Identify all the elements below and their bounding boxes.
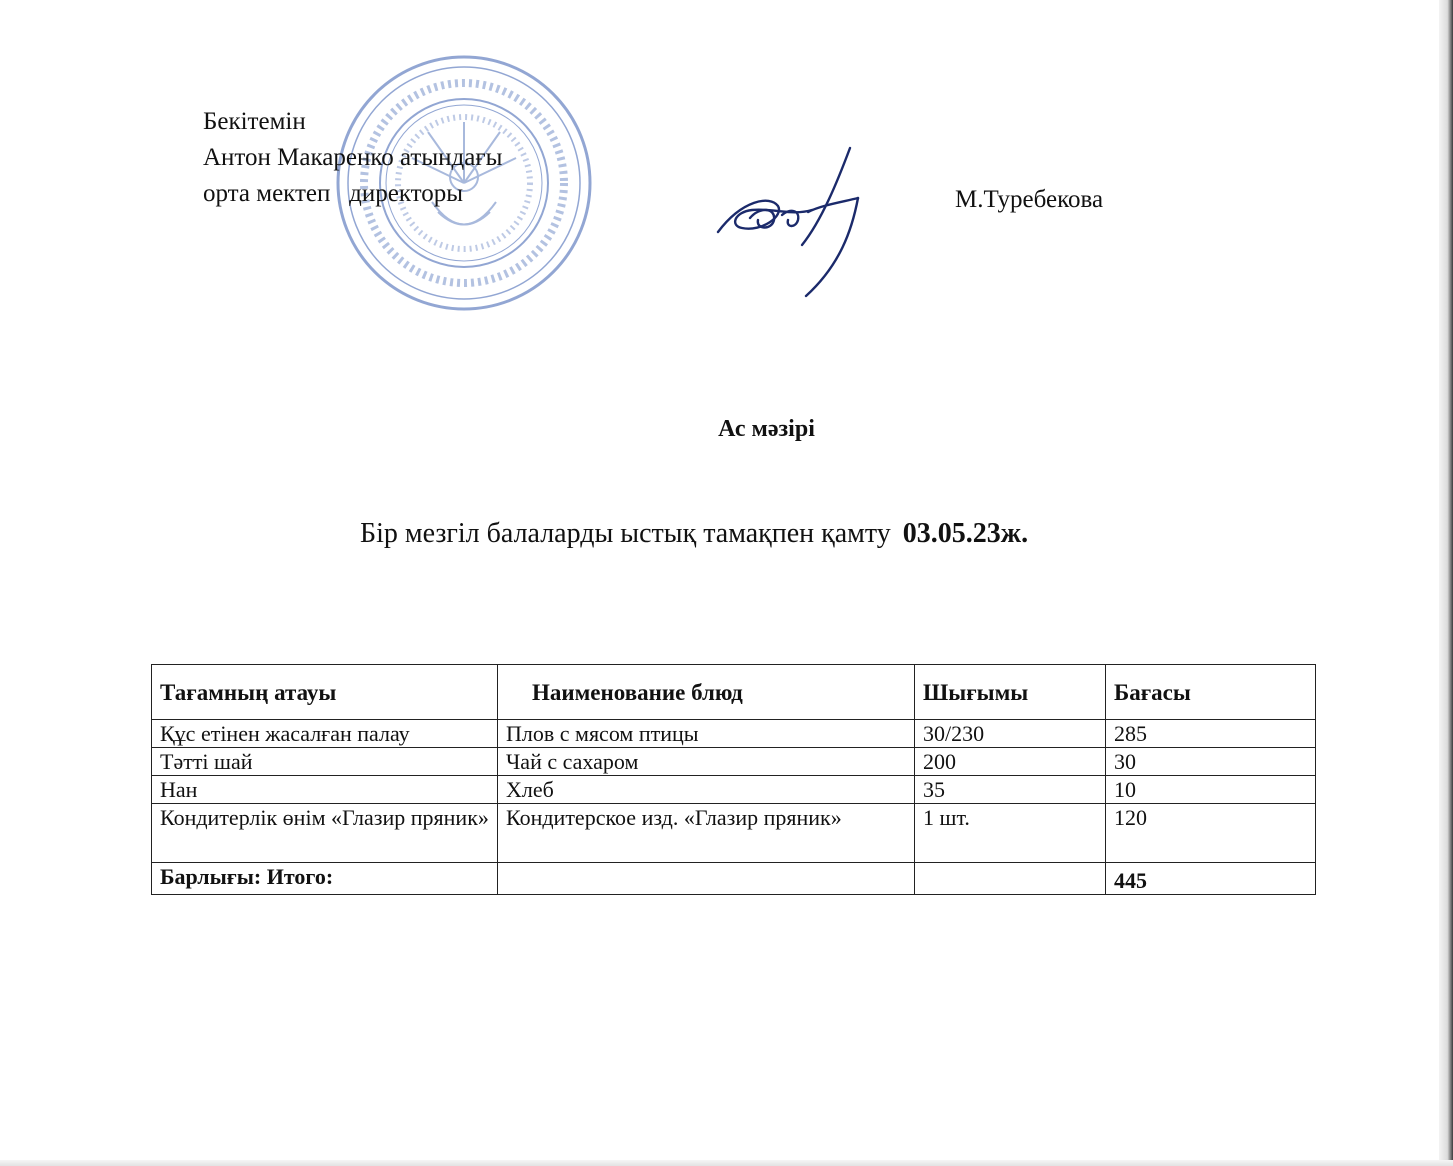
table-row: [152, 776, 1316, 804]
cell-kazakh-name: Тәтті шай: [152, 748, 498, 776]
subtitle-date: 03.05.23ж.: [902, 518, 1029, 549]
approval-line-2: Антон Макаренко атындағы: [203, 144, 503, 171]
cell-price: 30: [1106, 748, 1316, 776]
cell-price: 285: [1106, 720, 1316, 748]
menu-table: [151, 664, 1316, 895]
total-empty-cell: [915, 863, 1106, 895]
approval-line-1: Бекітемін: [203, 108, 306, 135]
cell-portion: 30/230: [915, 720, 1106, 748]
table-row: [152, 804, 1316, 863]
document-title: Ас мәзірі: [718, 416, 815, 442]
approval-line-3: орта мектеп директоры: [203, 180, 464, 207]
page-edge-bottom: [0, 1160, 1453, 1166]
cell-portion: 1 шт.: [915, 804, 1106, 863]
cell-kazakh-name: Құс етінен жасалған палау: [152, 720, 498, 748]
signature-icon: [712, 140, 872, 300]
table-row: [152, 748, 1316, 776]
subtitle-text: Бір мезгіл балаларды ыстық тамақпен қамту: [360, 518, 891, 549]
total-value: 445: [1106, 863, 1316, 895]
signer-name: М.Туребекова: [955, 186, 1104, 213]
header-kazakh-name: Тағамның атауы: [152, 665, 498, 720]
cell-russian-name: Плов с мясом птицы: [498, 720, 915, 748]
table-row: [152, 720, 1316, 748]
header-portion: Шығымы: [915, 665, 1106, 720]
cell-russian-name: Кондитерское изд. «Глазир пряник»: [498, 804, 915, 863]
table-total-row: [152, 863, 1316, 895]
header-russian-name: Наименование блюд: [498, 665, 915, 720]
header-price: Бағасы: [1106, 665, 1316, 720]
cell-kazakh-name: Кондитерлік өнім «Глазир пряник»: [152, 804, 498, 863]
cell-portion: 35: [915, 776, 1106, 804]
total-label: Барлығы: Итого:: [152, 863, 498, 895]
page-edge-shadow: [1439, 0, 1453, 1166]
cell-price: 120: [1106, 804, 1316, 863]
document-subtitle: [360, 518, 1028, 550]
cell-kazakh-name: Нан: [152, 776, 498, 804]
approval-block: [203, 104, 502, 212]
cell-price: 10: [1106, 776, 1316, 804]
cell-russian-name: Чай с сахаром: [498, 748, 915, 776]
cell-portion: 200: [915, 748, 1106, 776]
total-empty-cell: [498, 863, 915, 895]
table-header-row: [152, 665, 1316, 720]
cell-russian-name: Хлеб: [498, 776, 915, 804]
